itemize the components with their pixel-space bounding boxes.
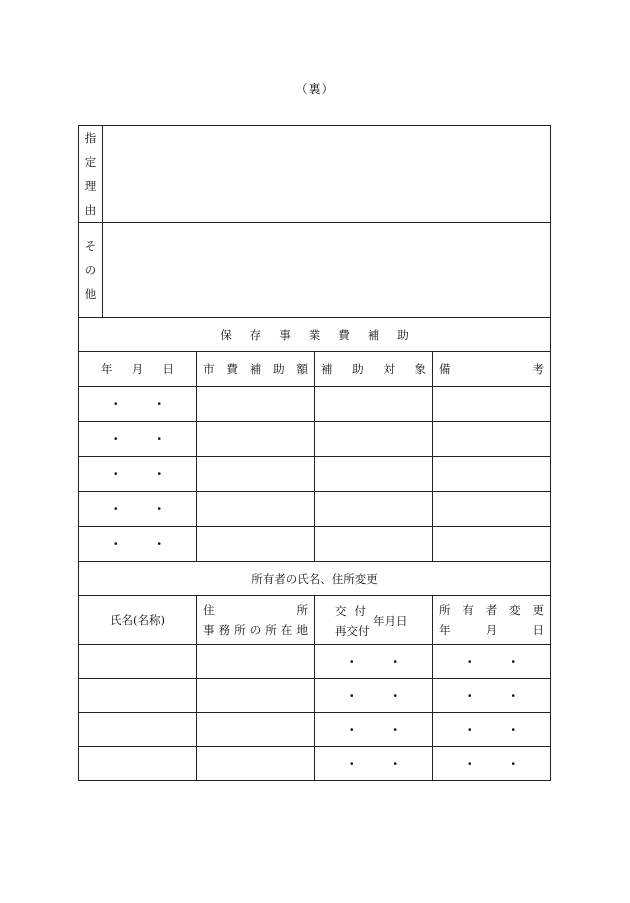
subsidy-amount-header: 市 費 補 助 額 [197,352,315,387]
owner-address-field[interactable] [197,679,315,713]
owner-row [79,747,551,781]
subsidy-row [79,387,551,422]
subsidy-remarks-field[interactable] [433,387,551,422]
other-row [79,223,551,318]
owner-change-date-field[interactable]: ・ ・ [433,645,551,679]
owner-address-header: 住 所 事 務 所 の 所 在 地 [197,596,315,645]
owner-change-date-field[interactable]: ・ ・ [433,679,551,713]
subsidy-row [79,457,551,492]
subsidy-remarks-header: 備 考 [433,352,551,387]
subsidy-remarks-field[interactable] [433,422,551,457]
designation-reason-row [79,126,551,223]
subsidy-date-field[interactable]: ・ ・ [79,527,197,562]
subsidy-remarks-field[interactable] [433,457,551,492]
other-label: そ の 他 [79,223,103,318]
owner-issue-date-header: 交付 再交付 年月日 [315,596,433,645]
owner-row [79,679,551,713]
other-field[interactable] [103,223,551,318]
subsidy-date-header: 年 月 日 [79,352,197,387]
subsidy-row [79,492,551,527]
subsidy-amount-field[interactable] [197,457,315,492]
owner-name-header: 氏名(名称) [79,596,197,645]
owner-header-row [79,596,551,645]
subsidy-date-field[interactable]: ・ ・ [79,387,197,422]
subsidy-header-row [79,352,551,387]
subsidy-target-field[interactable] [315,492,433,527]
page-title: （裏） [295,82,335,96]
subsidy-target-field[interactable] [315,457,433,492]
subsidy-section-title: 保 存 事 業 費 補 助 [79,318,551,352]
subsidy-amount-field[interactable] [197,492,315,527]
subsidy-target-field[interactable] [315,387,433,422]
subsidy-section-title-row [79,318,551,352]
subsidy-remarks-field[interactable] [433,492,551,527]
owner-section-title: 所有者の氏名、住所変更 [79,562,551,596]
owner-issue-date-field[interactable]: ・ ・ [315,713,433,747]
designation-reason-label: 指 定 理 由 [79,126,103,223]
owner-row [79,645,551,679]
owner-address-field[interactable] [197,747,315,781]
registration-back-form [78,125,551,781]
subsidy-amount-field[interactable] [197,422,315,457]
subsidy-amount-field[interactable] [197,387,315,422]
owner-name-field[interactable] [79,679,197,713]
owner-change-date-header: 所 有 者 変 更 年 月 日 [433,596,551,645]
designation-reason-field[interactable] [103,126,551,223]
owner-address-field[interactable] [197,645,315,679]
subsidy-target-field[interactable] [315,422,433,457]
owner-address-field[interactable] [197,713,315,747]
owner-name-field[interactable] [79,713,197,747]
owner-change-date-field[interactable]: ・ ・ [433,747,551,781]
owner-issue-date-field[interactable]: ・ ・ [315,679,433,713]
subsidy-date-field[interactable]: ・ ・ [79,492,197,527]
owner-row [79,713,551,747]
subsidy-target-header: 補 助 対 象 [315,352,433,387]
owner-section-title-row [79,562,551,596]
owner-name-field[interactable] [79,645,197,679]
owner-change-date-field[interactable]: ・ ・ [433,713,551,747]
subsidy-date-field[interactable]: ・ ・ [79,457,197,492]
subsidy-date-field[interactable]: ・ ・ [79,422,197,457]
subsidy-row [79,527,551,562]
subsidy-remarks-field[interactable] [433,527,551,562]
subsidy-target-field[interactable] [315,527,433,562]
owner-issue-date-field[interactable]: ・ ・ [315,645,433,679]
subsidy-row [79,422,551,457]
subsidy-amount-field[interactable] [197,527,315,562]
owner-name-field[interactable] [79,747,197,781]
owner-issue-date-field[interactable]: ・ ・ [315,747,433,781]
